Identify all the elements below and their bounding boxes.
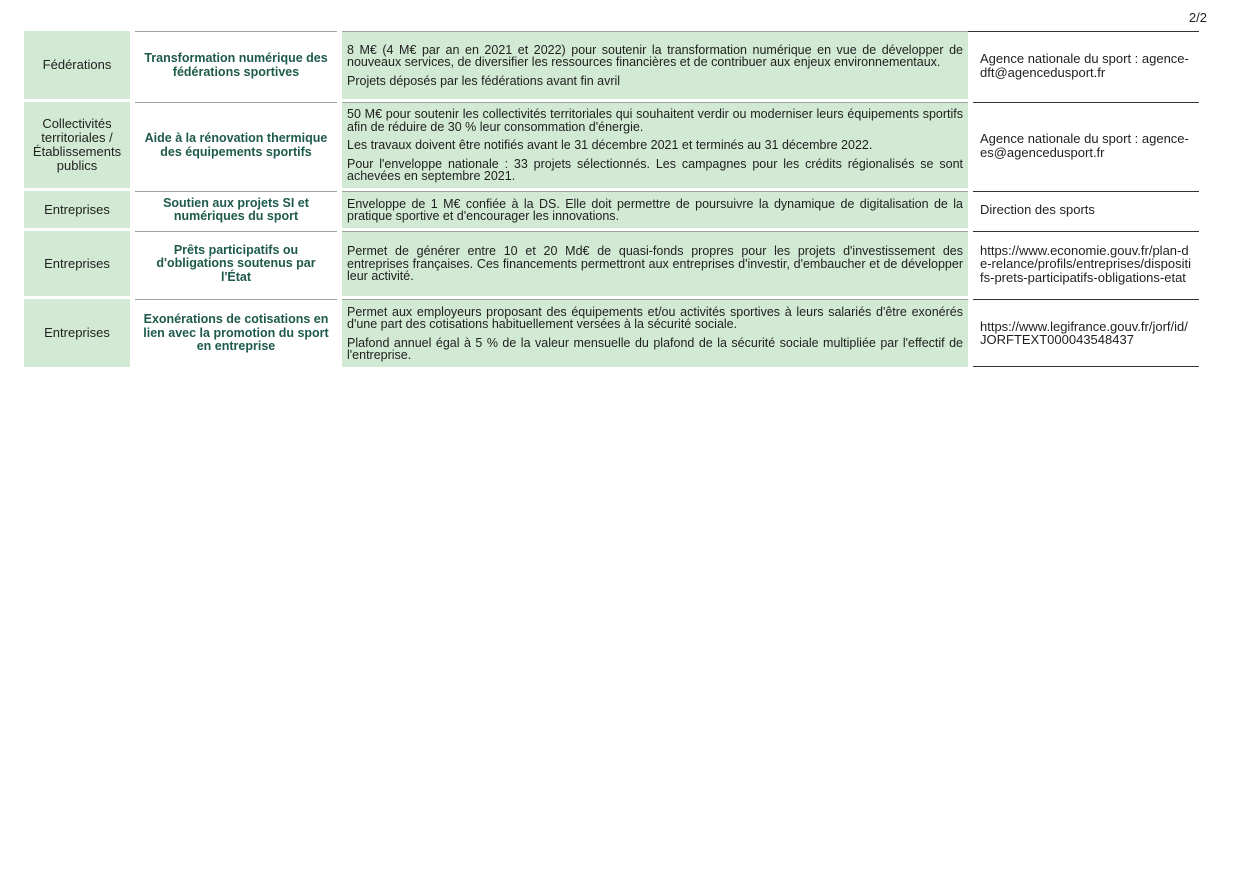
description-paragraph: Pour l'enveloppe nationale : 33 projets sélectionnés. Les campagnes pour les crédits régionalisés se sont achevées en septembre 2021. bbox=[347, 156, 963, 184]
description-paragraph: 50 M€ pour soutenir les collectivités territoriales qui souhaitent verdir ou moderniser leurs équipements sportifs afin de réduire de 30 % leur consommation d'énergie. bbox=[347, 107, 963, 134]
description-paragraph: Projets déposés par les fédérations avant fin avril bbox=[347, 73, 621, 88]
table-cell-contact[interactable]: Agence nationale du sport : agence-dft@agencedusport.fr bbox=[973, 31, 1199, 99]
table-cell-public: Entreprises bbox=[24, 191, 130, 228]
description-paragraph: Permet de générer entre 10 et 20 Md€ de quasi-fonds propres pour les projets d'investissement des entreprises françaises. Ces financements permettront aux entreprises d'investir, d'embaucher et de développer leur activité. bbox=[347, 244, 963, 284]
table-cell-public: Entreprises bbox=[24, 299, 130, 367]
table-cell-description bbox=[342, 231, 968, 296]
table-cell-description bbox=[342, 191, 968, 228]
table-cell-title: Aide à la rénovation thermique des équipements sportifs bbox=[135, 102, 337, 188]
description-paragraph: Les travaux doivent être notifiés avant le 31 décembre 2021 et terminés au 31 décembre 2022. bbox=[347, 138, 873, 153]
table-cell-public: Collectivités territoriales / Établissements publics bbox=[24, 102, 130, 188]
table-cell-description bbox=[342, 31, 968, 99]
description-paragraph: Plafond annuel égal à 5 % de la valeur mensuelle du plafond de la sécurité sociale multipliée par l'effectif de l'entreprise. bbox=[347, 335, 963, 362]
table-cell-description bbox=[342, 299, 968, 367]
table-cell-title: Exonérations de cotisations en lien avec la promotion du sport en entreprise bbox=[135, 299, 337, 367]
description-paragraph: 8 M€ (4 M€ par an en 2021 et 2022) pour soutenir la transformation numérique en vue de développer de nouveaux services, de diversifier les ressources financières et de contribuer aux enjeux environnementaux. bbox=[347, 42, 963, 70]
table-cell-title: Transformation numérique des fédérations sportives bbox=[135, 31, 337, 99]
description-paragraph: Enveloppe de 1 M€ confiée à la DS. Elle doit permettre de poursuivre la dynamique de digitalisation de la pratique sportive et d'encourager les innovations. bbox=[347, 196, 963, 223]
page-number: 2/2 bbox=[1188, 10, 1207, 25]
table-cell-contact[interactable]: Agence nationale du sport : agence-es@agencedusport.fr bbox=[973, 102, 1199, 188]
description-paragraph: Permet aux employeurs proposant des équipements et/ou activités sportives à leurs salariés d'être exonérés d'une part des cotisations habituellement versées à la sécurité sociale. bbox=[347, 304, 963, 331]
table-cell-description bbox=[342, 102, 968, 188]
table-cell-title: Soutien aux projets SI et numériques du sport bbox=[135, 191, 337, 228]
table-cell-contact-link[interactable]: https://www.legifrance.gouv.fr/jorf/id/JORFTEXT000043548437 bbox=[973, 299, 1199, 367]
table-cell-title: Prêts participatifs ou d'obligations soutenus par l'État bbox=[135, 231, 337, 296]
table-cell-public: Fédérations bbox=[24, 31, 130, 99]
table-cell-contact-link[interactable]: https://www.economie.gouv.fr/plan-de-relance/profils/entreprises/dispositifs-prets-participatifs-obligations-etat bbox=[973, 231, 1199, 296]
measures-table bbox=[24, 31, 1199, 367]
table-cell-contact: Direction des sports bbox=[973, 191, 1199, 228]
table-cell-public: Entreprises bbox=[24, 231, 130, 296]
